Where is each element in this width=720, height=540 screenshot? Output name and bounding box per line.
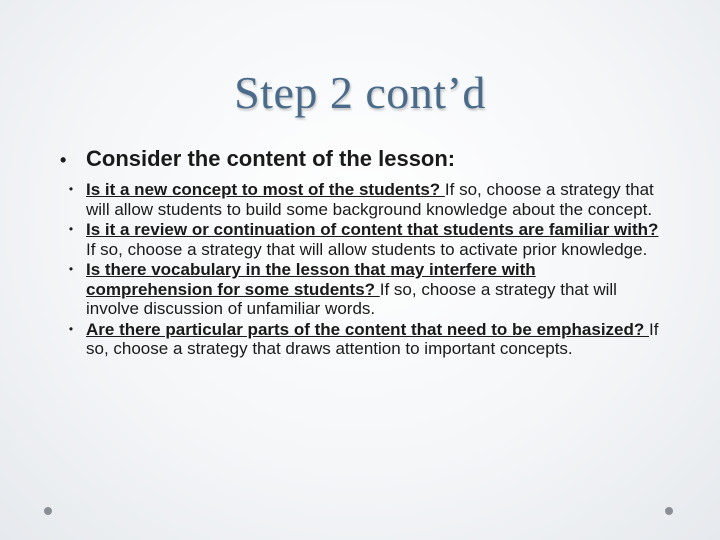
bullet-dot: • [68,262,74,276]
corner-dot-right [665,507,673,515]
bullet-dot: • [68,182,74,196]
list-item [56,260,666,319]
list-item-question: Is there vocabulary in the lesson that may interfere with comprehension for some students? [86,260,536,299]
list-item-question: Is it a new concept to most of the students? [86,180,445,199]
list-item-text [86,260,666,319]
slide-title: Step 2 cont’d [234,67,486,118]
bullet-dot: • [60,150,67,170]
main-bullet-text: Consider the content of the lesson: [86,146,456,171]
sub-bullet-list [56,180,666,360]
list-item-answer: If so, choose a strategy that will allow students to build some background knowledge about the concept. [86,180,654,219]
list-item-text [86,220,666,259]
bullet-dot: • [68,321,74,336]
list-item-answer: If so, choose a strategy that draws attention to important concepts. [86,319,659,358]
list-item-text [86,320,666,359]
main-bullet [60,146,680,172]
list-item-answer: If so, choose a strategy that will involve discussion of unfamiliar words. [86,279,617,318]
list-item [56,320,666,359]
list-item-text [86,180,666,219]
bullet-dot: • [68,222,74,236]
list-item-question: Are there particular parts of the content that need to be emphasized? [86,319,649,339]
corner-dot-left [44,507,52,515]
list-item-answer: If so, choose a strategy that will allow students to activate prior knowledge. [86,239,648,259]
list-item [56,180,666,219]
list-item [56,220,666,259]
list-item-question: Is it a review or continuation of content that students are familiar with? [86,220,659,239]
